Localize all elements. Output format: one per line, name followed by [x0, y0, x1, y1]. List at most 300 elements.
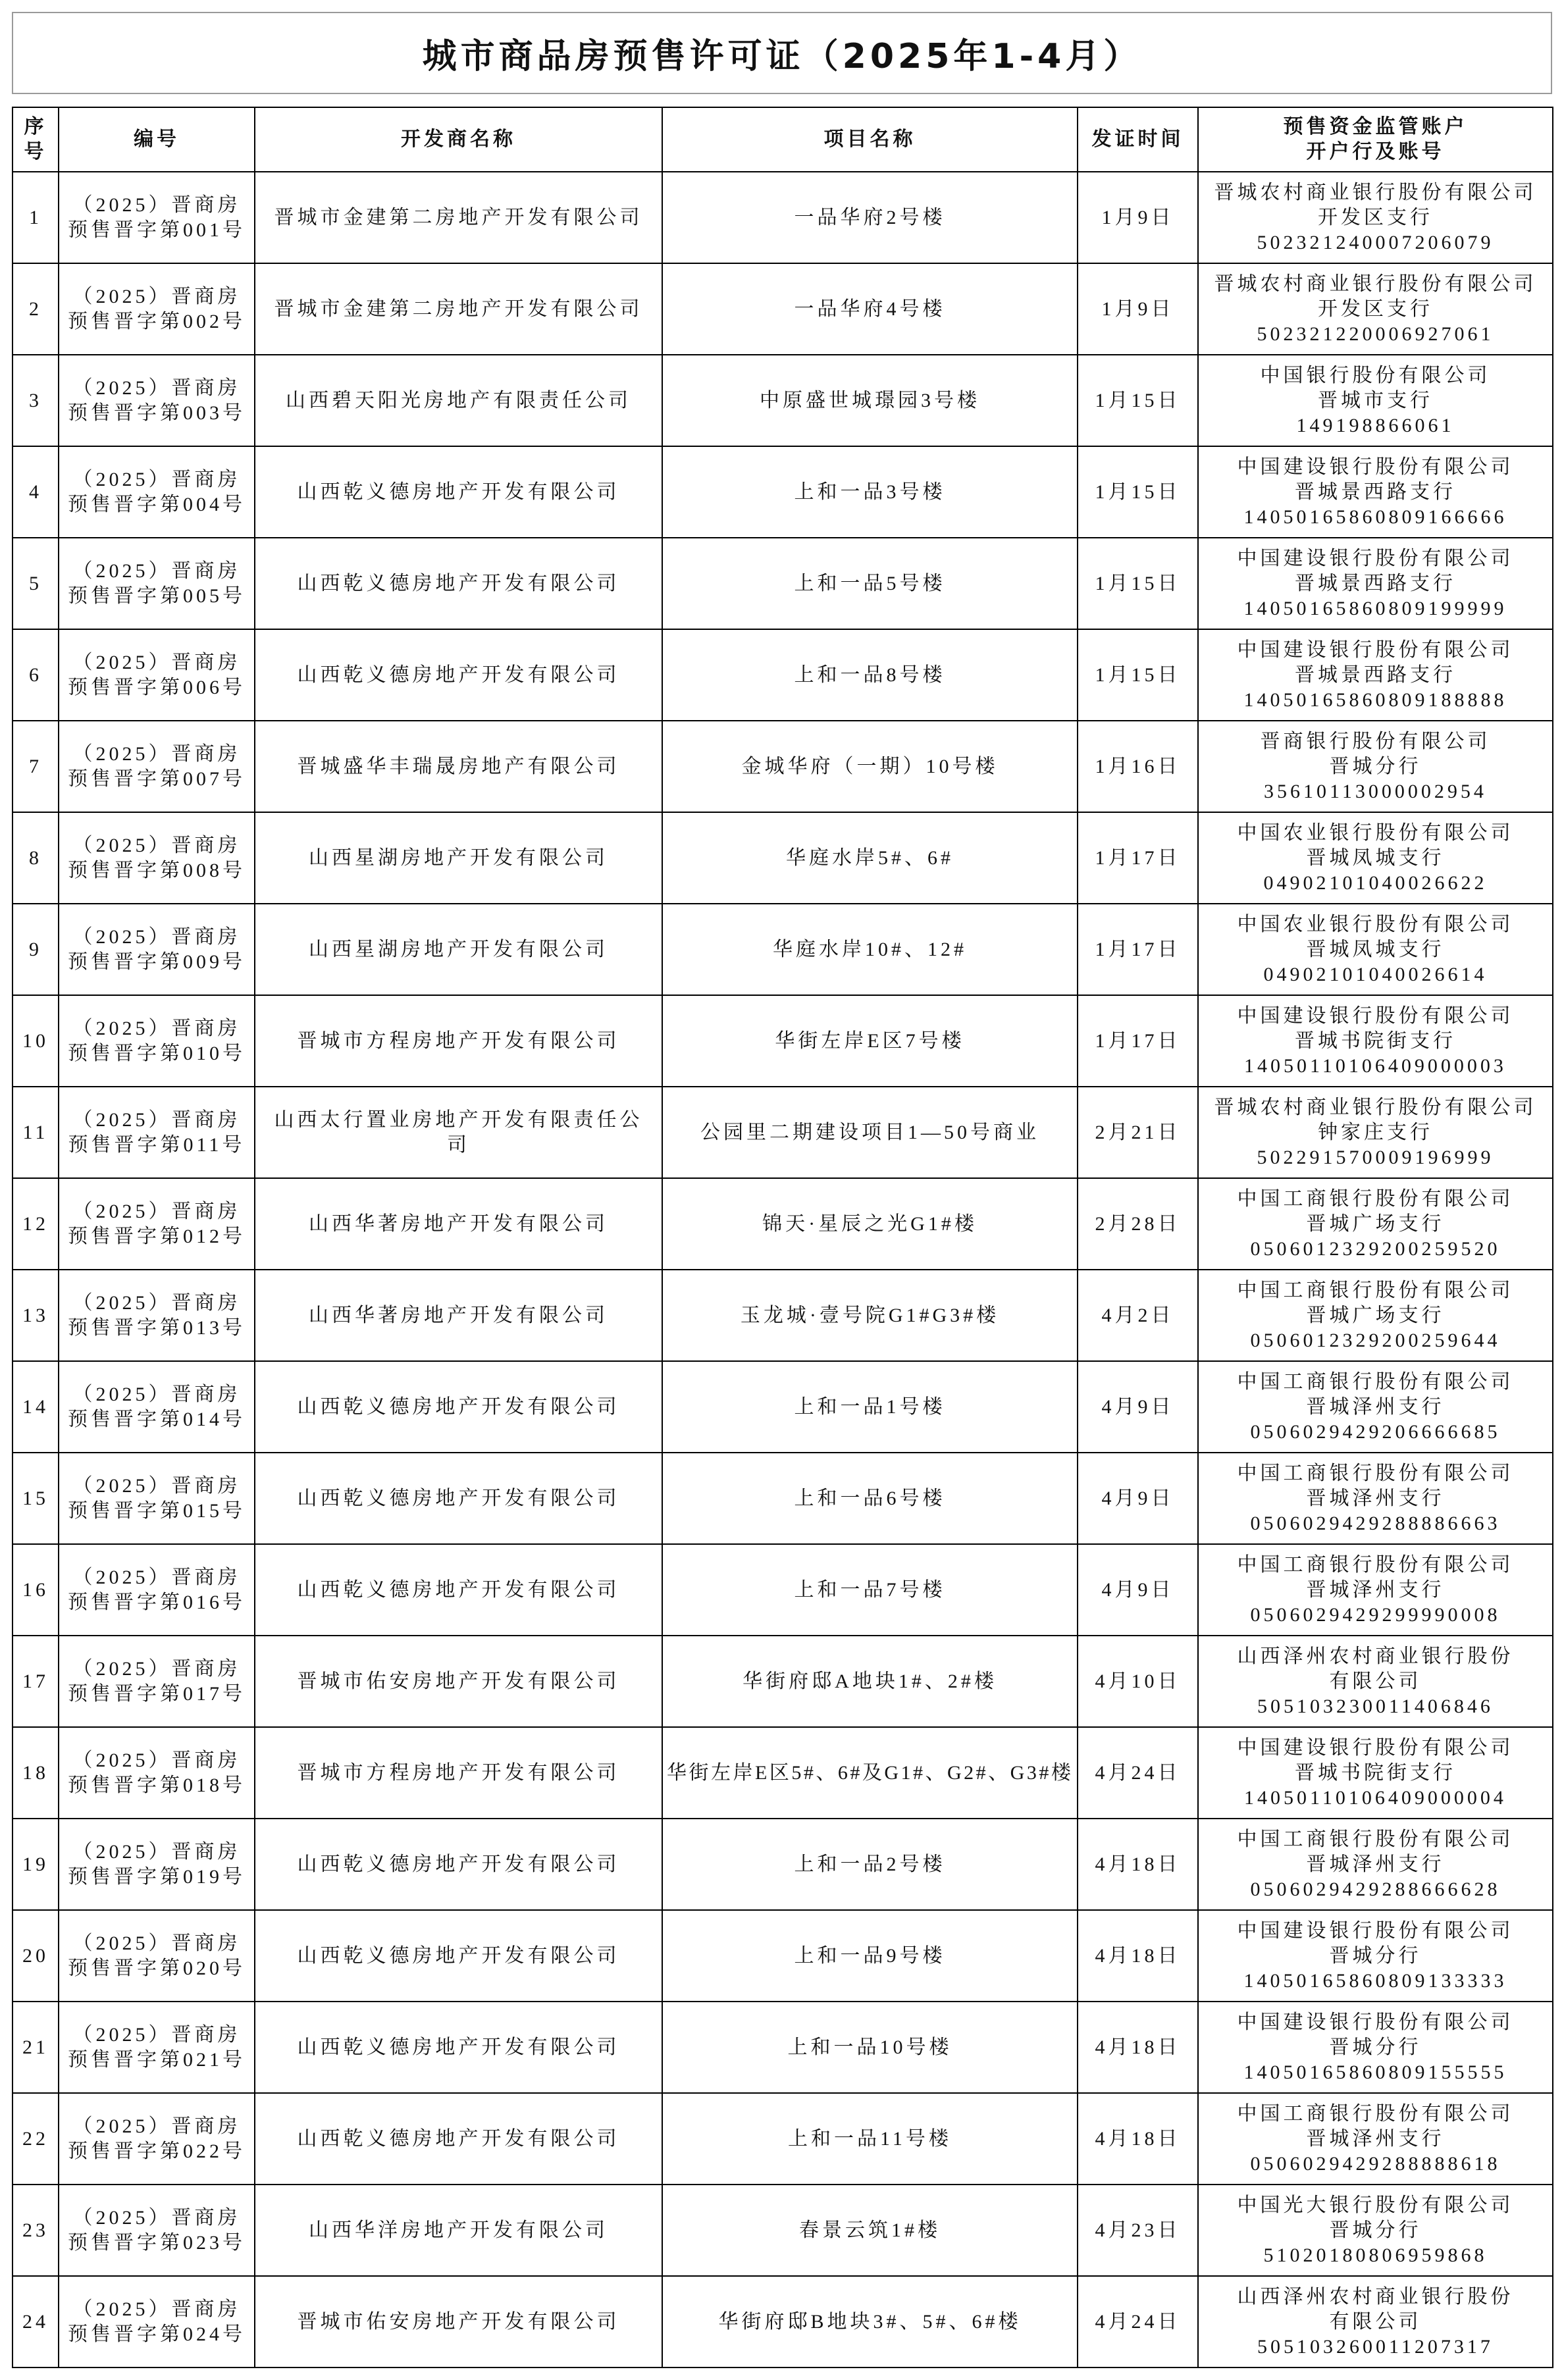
header-project — [662, 107, 1078, 172]
table-row — [13, 904, 1553, 995]
permit-number-line: 预售晋字第024号 — [68, 2323, 246, 2345]
row-index: 15 — [22, 1487, 49, 1509]
permit-number-cell — [59, 538, 255, 629]
account-cell — [1198, 721, 1553, 812]
account-cell — [1198, 904, 1553, 995]
document-title: 城市商品房预售许可证（2025年1-4月） — [422, 37, 1142, 76]
row-index-cell — [13, 1361, 59, 1453]
project-cell — [662, 1727, 1078, 1819]
table-row — [13, 1087, 1553, 1178]
project-cell — [662, 2276, 1078, 2367]
permit-number-line: （2025）晋商房 — [72, 1840, 241, 1863]
bank-name: 中国光大银行股份有限公司 — [1237, 2194, 1514, 2216]
issue-date-cell — [1078, 2185, 1198, 2276]
issue-date: 4月9日 — [1101, 1395, 1174, 1418]
permit-number-cell — [59, 995, 255, 1087]
developer-cell — [255, 1453, 662, 1544]
issue-date-cell — [1078, 1453, 1198, 1544]
issue-date: 4月9日 — [1101, 1578, 1174, 1601]
account-number: 505103230011406846 — [1257, 1695, 1494, 1717]
permit-number-cell — [59, 1270, 255, 1361]
bank-branch: 有限公司 — [1329, 1670, 1422, 1692]
account-cell — [1198, 2093, 1553, 2185]
issue-date-cell — [1078, 2276, 1198, 2367]
permit-number-cell — [59, 1087, 255, 1178]
developer-name: 晋城市佑安房地产开发有限公司 — [297, 2310, 620, 2333]
account-number: 14050110106409000004 — [1244, 1786, 1507, 1809]
bank-branch: 开发区支行 — [1318, 298, 1433, 320]
project-cell — [662, 2002, 1078, 2093]
developer-cell — [255, 1819, 662, 1910]
account-cell — [1198, 1727, 1553, 1819]
table-row — [13, 172, 1553, 263]
bank-name: 晋商银行股份有限公司 — [1260, 730, 1491, 752]
developer-name: 山西碧天阳光房地产有限责任公司 — [286, 389, 631, 411]
developer-cell — [255, 2002, 662, 2093]
bank-branch: 晋城凤城支行 — [1306, 846, 1445, 869]
table-row — [13, 1727, 1553, 1819]
issue-date-cell — [1078, 2002, 1198, 2093]
bank-name: 中国建设银行股份有限公司 — [1237, 1919, 1514, 1942]
account-cell — [1198, 2276, 1553, 2367]
developer-cell — [255, 1178, 662, 1270]
header-index — [13, 107, 59, 172]
row-index: 17 — [22, 1670, 49, 1692]
bank-branch: 晋城分行 — [1329, 2036, 1422, 2058]
project-name: 春景云筑1#楼 — [799, 2219, 941, 2241]
row-index: 13 — [22, 1304, 49, 1326]
bank-branch: 开发区支行 — [1318, 206, 1433, 228]
account-cell — [1198, 1361, 1553, 1453]
permit-number-line: （2025）晋商房 — [72, 285, 241, 307]
project-name: 金城华府（一期）10号楼 — [741, 755, 999, 777]
bank-name: 中国建设银行股份有限公司 — [1237, 2011, 1514, 2033]
bank-name: 中国建设银行股份有限公司 — [1237, 638, 1514, 661]
issue-date: 1月15日 — [1095, 389, 1181, 411]
developer-cell — [255, 995, 662, 1087]
permit-number-line: （2025）晋商房 — [72, 2115, 241, 2137]
project-name: 上和一品3号楼 — [794, 480, 946, 503]
bank-branch: 钟家庄支行 — [1318, 1121, 1433, 1143]
project-cell — [662, 721, 1078, 812]
bank-name: 中国农业银行股份有限公司 — [1237, 913, 1514, 935]
account-number: 14050110106409000003 — [1244, 1054, 1507, 1077]
row-index: 16 — [22, 1578, 49, 1601]
bank-name: 晋城农村商业银行股份有限公司 — [1214, 272, 1537, 295]
permit-number-cell — [59, 355, 255, 446]
project-name: 公园里二期建设项目1—50号商业 — [700, 1121, 1039, 1143]
developer-name: 晋城市金建第二房地产开发有限公司 — [274, 298, 643, 320]
header-issue-date — [1078, 107, 1198, 172]
bank-name: 山西泽州农村商业银行股份 — [1237, 1645, 1514, 1667]
developer-cell — [255, 446, 662, 538]
project-cell — [662, 1544, 1078, 1636]
developer-cell — [255, 1087, 662, 1178]
project-name: 玉龙城·壹号院G1#G3#楼 — [740, 1304, 1000, 1326]
account-number: 0506029429288886663 — [1250, 1512, 1501, 1534]
permit-number-line: 预售晋字第009号 — [68, 950, 246, 973]
permit-number-line: 预售晋字第006号 — [68, 676, 246, 698]
issue-date: 4月18日 — [1095, 2036, 1181, 2058]
table-row — [13, 2093, 1553, 2185]
row-index: 24 — [22, 2310, 49, 2333]
row-index-cell — [13, 1453, 59, 1544]
issue-date: 4月2日 — [1101, 1304, 1174, 1326]
bank-branch: 晋城广场支行 — [1306, 1212, 1445, 1235]
bank-name: 中国工商银行股份有限公司 — [1237, 1279, 1514, 1301]
header-account-label-line1: 预售资金监管账户 — [1283, 116, 1468, 138]
account-cell — [1198, 1544, 1553, 1636]
permit-number-line: 预售晋字第014号 — [68, 1408, 246, 1430]
row-index: 23 — [22, 2219, 49, 2241]
row-index: 14 — [22, 1395, 49, 1418]
row-index: 1 — [29, 206, 42, 228]
project-cell — [662, 904, 1078, 995]
permit-number-line: 预售晋字第008号 — [68, 859, 246, 881]
developer-name: 晋城市方程房地产开发有限公司 — [297, 1029, 620, 1052]
bank-branch: 晋城分行 — [1329, 2219, 1422, 2241]
permit-number-cell — [59, 1819, 255, 1910]
permit-number-cell — [59, 1453, 255, 1544]
project-name: 上和一品5号楼 — [794, 572, 946, 594]
row-index: 8 — [29, 846, 42, 869]
bank-branch: 晋城广场支行 — [1306, 1304, 1445, 1326]
row-index: 3 — [29, 389, 42, 411]
issue-date-cell — [1078, 355, 1198, 446]
bank-branch: 晋城书院街支行 — [1295, 1761, 1456, 1784]
project-name: 上和一品9号楼 — [794, 1944, 946, 1967]
issue-date-cell — [1078, 1087, 1198, 1178]
permit-number-line: （2025）晋商房 — [72, 1017, 241, 1039]
account-number: 0506029429288888618 — [1250, 2152, 1501, 2175]
account-number: 14050165860809199999 — [1243, 597, 1507, 619]
account-cell — [1198, 1087, 1553, 1178]
account-cell — [1198, 2185, 1553, 2276]
developer-cell — [255, 812, 662, 904]
row-index: 18 — [22, 1761, 49, 1784]
permit-number-line: 预售晋字第023号 — [68, 2231, 246, 2254]
account-cell — [1198, 538, 1553, 629]
row-index-cell — [13, 1636, 59, 1727]
account-number: 04902101040026622 — [1263, 871, 1488, 894]
header-row — [13, 107, 1553, 172]
issue-date: 4月23日 — [1095, 2219, 1181, 2241]
permit-number-cell — [59, 1910, 255, 2002]
project-cell — [662, 1453, 1078, 1544]
table-row — [13, 721, 1553, 812]
developer-cell — [255, 904, 662, 995]
bank-name: 中国建设银行股份有限公司 — [1237, 1736, 1514, 1759]
account-cell — [1198, 1453, 1553, 1544]
permit-number-line: （2025）晋商房 — [72, 2023, 241, 2046]
project-cell — [662, 355, 1078, 446]
header-index-label: 序号 — [24, 116, 47, 163]
account-cell — [1198, 629, 1553, 721]
project-name: 上和一品11号楼 — [788, 2127, 952, 2150]
row-index: 5 — [29, 572, 42, 594]
permit-number-line: （2025）晋商房 — [72, 2298, 241, 2320]
issue-date: 1月9日 — [1101, 206, 1174, 228]
table-row — [13, 2185, 1553, 2276]
permit-number-cell — [59, 2002, 255, 2093]
developer-cell — [255, 538, 662, 629]
bank-branch: 晋城泽州支行 — [1306, 2127, 1445, 2150]
row-index: 20 — [22, 1944, 49, 1967]
table-row — [13, 1910, 1553, 2002]
row-index: 21 — [22, 2036, 49, 2058]
row-index-cell — [13, 355, 59, 446]
account-number: 0506012329200259644 — [1250, 1329, 1501, 1351]
permit-number-cell — [59, 1544, 255, 1636]
issue-date-cell — [1078, 629, 1198, 721]
project-name: 上和一品6号楼 — [794, 1487, 946, 1509]
project-cell — [662, 812, 1078, 904]
developer-cell — [255, 1270, 662, 1361]
issue-date-cell — [1078, 1178, 1198, 1270]
bank-branch: 晋城市支行 — [1318, 389, 1433, 411]
bank-branch: 晋城分行 — [1329, 755, 1422, 777]
permit-number-line: （2025）晋商房 — [72, 194, 241, 216]
account-number: 0506012329200259520 — [1250, 1237, 1501, 1260]
account-number: 149198866061 — [1296, 414, 1455, 436]
permit-number-line: （2025）晋商房 — [72, 2206, 241, 2229]
permit-number-line: 预售晋字第003号 — [68, 401, 246, 424]
issue-date-cell — [1078, 721, 1198, 812]
permit-number-cell — [59, 629, 255, 721]
account-cell — [1198, 1910, 1553, 2002]
row-index-cell — [13, 2093, 59, 2185]
project-cell — [662, 2093, 1078, 2185]
bank-branch: 晋城书院街支行 — [1295, 1029, 1456, 1052]
permit-number-cell — [59, 1361, 255, 1453]
developer-cell — [255, 2093, 662, 2185]
table-row — [13, 995, 1553, 1087]
developer-cell — [255, 2276, 662, 2367]
permit-number-cell — [59, 1178, 255, 1270]
account-number: 35610113000002954 — [1264, 780, 1487, 802]
project-cell — [662, 1178, 1078, 1270]
issue-date: 2月28日 — [1095, 1212, 1181, 1235]
row-index-cell — [13, 1544, 59, 1636]
project-name: 华庭水岸10#、12# — [773, 938, 967, 960]
issue-date: 1月17日 — [1095, 1029, 1181, 1052]
issue-date: 1月16日 — [1095, 755, 1181, 777]
project-cell — [662, 629, 1078, 721]
table-row — [13, 1178, 1553, 1270]
permit-number-line: 预售晋字第007号 — [68, 767, 246, 790]
header-account — [1198, 107, 1553, 172]
issue-date-cell — [1078, 1819, 1198, 1910]
project-cell — [662, 2185, 1078, 2276]
bank-name: 山西泽州农村商业银行股份 — [1237, 2285, 1514, 2308]
project-cell — [662, 446, 1078, 538]
permit-number-line: 预售晋字第020号 — [68, 1957, 246, 1979]
permit-number-line: 预售晋字第018号 — [68, 1774, 246, 1796]
bank-name: 中国农业银行股份有限公司 — [1237, 821, 1514, 844]
project-name: 华街府邸A地块1#、2#楼 — [743, 1670, 997, 1692]
issue-date-cell — [1078, 1727, 1198, 1819]
permit-number-line: （2025）晋商房 — [72, 742, 241, 765]
row-index-cell — [13, 904, 59, 995]
issue-date-cell — [1078, 2093, 1198, 2185]
account-cell — [1198, 172, 1553, 263]
bank-branch: 晋城泽州支行 — [1306, 1395, 1445, 1418]
bank-name: 中国工商银行股份有限公司 — [1237, 1553, 1514, 1576]
row-index: 4 — [29, 480, 42, 503]
developer-cell — [255, 1727, 662, 1819]
project-cell — [662, 1910, 1078, 2002]
project-cell — [662, 995, 1078, 1087]
project-name: 上和一品10号楼 — [787, 2036, 952, 2058]
permit-number-line: （2025）晋商房 — [72, 834, 241, 856]
permit-number-line: （2025）晋商房 — [72, 925, 241, 948]
row-index-cell — [13, 995, 59, 1087]
row-index-cell — [13, 721, 59, 812]
developer-cell — [255, 721, 662, 812]
permit-number-line: （2025）晋商房 — [72, 1200, 241, 1222]
permit-number-line: 预售晋字第002号 — [68, 310, 246, 332]
account-number: 04902101040026614 — [1263, 963, 1488, 985]
permit-number-line: （2025）晋商房 — [72, 1383, 241, 1405]
project-name: 华庭水岸5#、6# — [786, 846, 954, 869]
developer-cell — [255, 1636, 662, 1727]
bank-name: 中国建设银行股份有限公司 — [1237, 455, 1514, 478]
permit-number-cell — [59, 263, 255, 355]
table-row — [13, 1270, 1553, 1361]
project-name: 华街左岸E区5#、6#及G1#、G2#、G3#楼 — [667, 1761, 1073, 1784]
row-index: 6 — [29, 663, 42, 686]
developer-name: 山西乾义德房地产开发有限公司 — [297, 1487, 620, 1509]
developer-name: 山西华洋房地产开发有限公司 — [309, 2219, 608, 2241]
table-row — [13, 1636, 1553, 1727]
project-cell — [662, 1819, 1078, 1910]
row-index-cell — [13, 172, 59, 263]
table-row — [13, 1544, 1553, 1636]
row-index-cell — [13, 538, 59, 629]
bank-branch: 晋城泽州支行 — [1306, 1853, 1445, 1875]
developer-name: 山西乾义德房地产开发有限公司 — [297, 2127, 620, 2150]
project-name: 一品华府2号楼 — [794, 206, 946, 228]
permit-number-cell — [59, 2276, 255, 2367]
row-index: 2 — [29, 298, 42, 320]
row-index: 10 — [22, 1029, 49, 1052]
account-number: 502321220006927061 — [1257, 323, 1494, 345]
issue-date-cell — [1078, 172, 1198, 263]
table-row — [13, 355, 1553, 446]
developer-name: 山西乾义德房地产开发有限公司 — [297, 1853, 620, 1875]
table-row — [13, 2002, 1553, 2093]
presale-permit-table — [12, 107, 1553, 2368]
issue-date: 1月17日 — [1095, 846, 1181, 869]
account-number: 51020180806959868 — [1263, 2244, 1488, 2266]
bank-branch: 晋城分行 — [1329, 1944, 1422, 1967]
account-number: 0506029429299990008 — [1250, 1603, 1501, 1626]
header-developer — [255, 107, 662, 172]
permit-number-line: （2025）晋商房 — [72, 1932, 241, 1954]
permit-number-line: 预售晋字第011号 — [68, 1133, 246, 1156]
developer-name: 山西乾义德房地产开发有限公司 — [297, 1395, 620, 1418]
issue-date-cell — [1078, 995, 1198, 1087]
permit-number-line: 预售晋字第022号 — [68, 2140, 246, 2162]
table-row — [13, 1819, 1553, 1910]
table-header — [13, 107, 1553, 172]
developer-cell — [255, 263, 662, 355]
developer-cell — [255, 1361, 662, 1453]
permit-number-line: （2025）晋商房 — [72, 1749, 241, 1771]
table-row — [13, 1361, 1553, 1453]
row-index-cell — [13, 1819, 59, 1910]
project-name: 华街左岸E区7号楼 — [775, 1029, 965, 1052]
permit-number-cell — [59, 446, 255, 538]
table-row — [13, 2276, 1553, 2367]
bank-branch: 晋城景西路支行 — [1295, 663, 1456, 686]
row-index-cell — [13, 1270, 59, 1361]
account-number: 0506029429288666628 — [1250, 1878, 1501, 1900]
project-cell — [662, 1636, 1078, 1727]
bank-name: 中国工商银行股份有限公司 — [1237, 1828, 1514, 1850]
bank-branch: 晋城景西路支行 — [1295, 480, 1456, 503]
account-cell — [1198, 812, 1553, 904]
permit-number-line: 预售晋字第005号 — [68, 584, 246, 607]
row-index: 12 — [22, 1212, 49, 1235]
developer-cell — [255, 1544, 662, 1636]
issue-date-cell — [1078, 1270, 1198, 1361]
bank-name: 中国建设银行股份有限公司 — [1237, 547, 1514, 569]
permit-number-line: （2025）晋商房 — [72, 1474, 241, 1497]
issue-date-cell — [1078, 263, 1198, 355]
developer-name: 晋城市金建第二房地产开发有限公司 — [274, 206, 643, 228]
project-name: 上和一品8号楼 — [794, 663, 946, 686]
account-number: 14050165860809188888 — [1243, 688, 1507, 711]
developer-name: 山西乾义德房地产开发有限公司 — [297, 1944, 620, 1967]
account-number: 0506029429206666685 — [1250, 1420, 1501, 1443]
header-project-label: 项目名称 — [823, 128, 916, 150]
bank-name: 晋城农村商业银行股份有限公司 — [1214, 1096, 1537, 1118]
table-row — [13, 263, 1553, 355]
permit-number-cell — [59, 812, 255, 904]
developer-cell — [255, 629, 662, 721]
developer-name: 山西乾义德房地产开发有限公司 — [297, 1578, 620, 1601]
row-index-cell — [13, 446, 59, 538]
row-index: 11 — [22, 1121, 49, 1143]
row-index: 9 — [29, 938, 42, 960]
permit-number-line: （2025）晋商房 — [72, 1657, 241, 1680]
bank-name: 晋城农村商业银行股份有限公司 — [1214, 181, 1537, 203]
header-account-label-line2: 开户行及账号 — [1306, 141, 1445, 163]
permit-number-line: 预售晋字第013号 — [68, 1316, 246, 1339]
table-row — [13, 1453, 1553, 1544]
developer-name: 山西太行置业房地产开发有限责任公司 — [274, 1108, 643, 1156]
table-body — [13, 172, 1553, 2367]
issue-date: 4月24日 — [1095, 2310, 1181, 2333]
permit-number-line: （2025）晋商房 — [72, 1108, 241, 1131]
table-row — [13, 538, 1553, 629]
developer-name: 山西星湖房地产开发有限公司 — [309, 938, 608, 960]
account-cell — [1198, 2002, 1553, 2093]
permit-number-line: 预售晋字第016号 — [68, 1591, 246, 1613]
project-name: 中原盛世城璟园3号楼 — [760, 389, 980, 411]
account-cell — [1198, 1819, 1553, 1910]
permit-number-line: 预售晋字第015号 — [68, 1499, 246, 1522]
issue-date-cell — [1078, 1361, 1198, 1453]
header-permit-number-label: 编号 — [134, 128, 180, 150]
project-cell — [662, 538, 1078, 629]
permit-number-line: （2025）晋商房 — [72, 651, 241, 673]
account-number: 505103260011207317 — [1257, 2335, 1494, 2358]
permit-number-line: （2025）晋商房 — [72, 559, 241, 582]
project-cell — [662, 263, 1078, 355]
issue-date: 1月17日 — [1095, 938, 1181, 960]
